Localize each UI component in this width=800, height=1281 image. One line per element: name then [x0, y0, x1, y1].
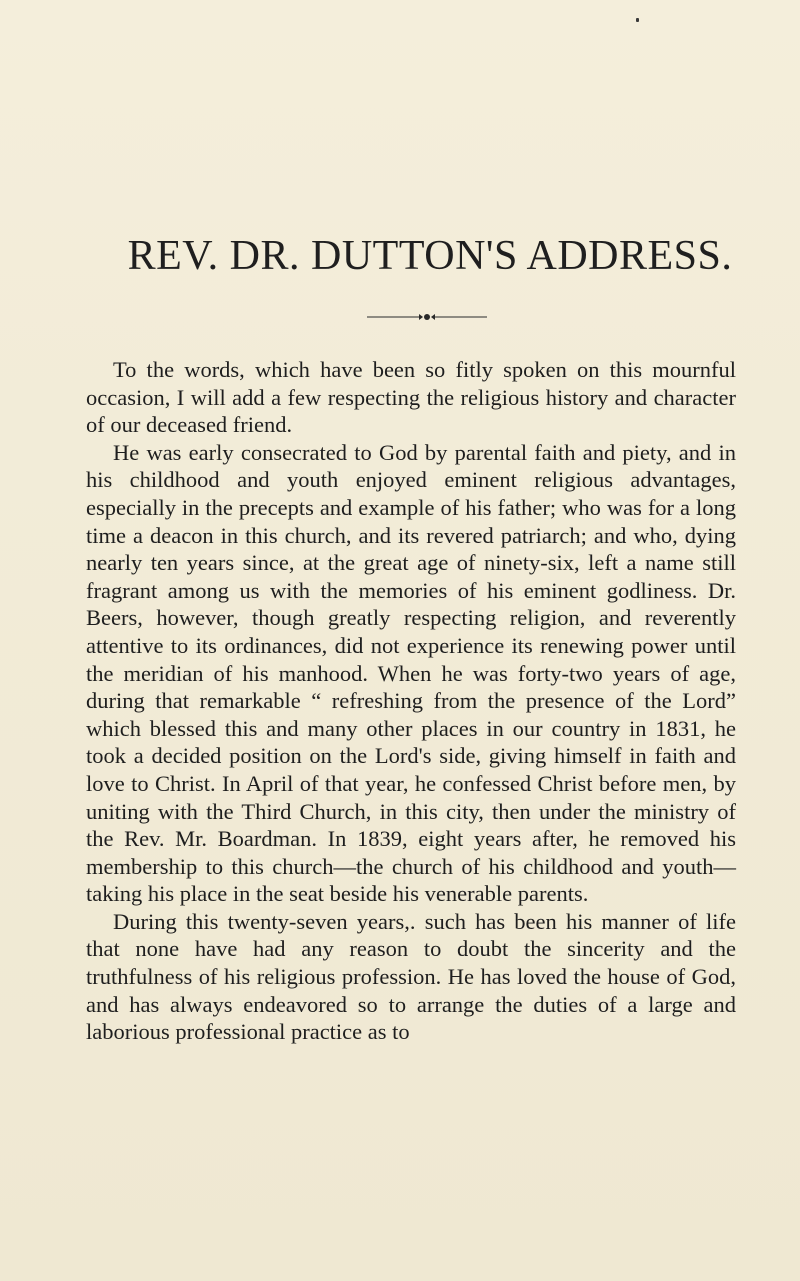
- print-speck: [636, 18, 639, 22]
- title-rule-ornament: [367, 312, 487, 322]
- body-text: [86, 356, 736, 1046]
- paragraph-character: During this twenty-seven years,. such has been his manner of life that none have had any reason to doubt the sincerity and the truthfulness of his religious profession. He has loved the house of God, and has always endeavored so to arrange the duties of a large and laborious professional practice as to: [86, 908, 736, 1045]
- paragraph-biography: He was early consecrated to God by parental faith and piety, and in his childhood and youth enjoyed eminent religious advantages, especially in the precepts and example of his father; who was for a long time a deacon in this church, and its revered patriarch; and who, dying nearly ten years since, at the great age of ninety-six, left a name still fragrant among us with the memories of his eminent godliness. Dr. Beers, however, though greatly respecting religion, and reverently attentive to its ordinances, did not experience its renewing power until the meridian of his manhood. When he was forty-two years of age, during that remarkable “ refreshing from the presence of the Lord” which blessed this and many other places in our country in 1831, he took a decided position on the Lord's side, giving himself in faith and love to Christ. In April of that year, he confessed Christ before men, by uniting with the Third Church, in this city, then under the ministry of the Rev. Mr. Boardman. In 1839, eight years after, he removed his membership to this church—the church of his childhood and youth—taking his place in the seat beside his venerable parents.: [86, 439, 736, 907]
- page-title: REV. DR. DUTTON'S ADDRESS.: [127, 233, 733, 279]
- paragraph-intro: To the words, which have been so fitly spoken on this mournful occasion, I will add a few respecting the religious history and character of our deceased friend.: [86, 357, 736, 438]
